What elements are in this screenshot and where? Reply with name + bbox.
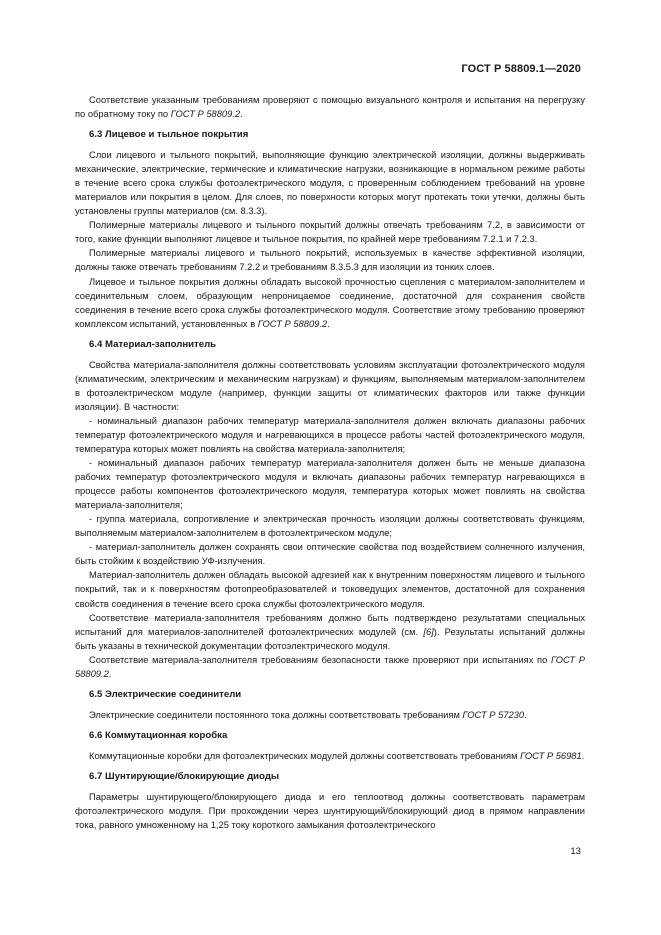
paragraph-text: . — [524, 709, 527, 720]
reference-text: ГОСТ Р 58809.2 — [170, 109, 241, 120]
section-heading: 6.6 Коммутационная коробка — [89, 729, 228, 741]
paragraph — [75, 358, 585, 414]
paragraph-text: . — [581, 750, 585, 761]
paragraph — [75, 540, 585, 568]
paragraph-text: Коммутационные коробки для фотоэлектрических модулей должны соответствовать требованиям — [89, 750, 521, 761]
paragraph-text: . — [240, 109, 243, 120]
paragraph-text: Слои лицевого и тыльного покрытий, выполняющие функцию электрической изоляции, должны выдерживать механические, электрические, термические и климатические нагрузки, возникающие в нормальном режиме работы в течение всего срока службы фотоэлектрического модуля, с проверенным соблюдением требований на уровне материалов или покрытия в целом. Для слоев, по поверхности которых могут протекать токи утечки, должны быть установлены группы материалов (см. 8.3.3). — [75, 150, 585, 217]
reference-text: ГОСТ Р 58809.2 — [257, 318, 328, 329]
reference-text: ГОСТ Р 58809.2 — [75, 654, 585, 679]
section-heading: 6.4 Материал-заполнитель — [89, 338, 217, 350]
paragraph-text: Полимерные материалы лицевого и тыльного покрытий должны отвечать требованиям 7.2, в зависимости от того, какие функции выполняют лицевое и тыльное покрытия, по крайней мере требованиям 7.2.1 и 7.2.3. — [75, 220, 585, 245]
paragraph-text: Соответствие материала-заполнителя требованиям должно быть подтверждено результатами специальных испытаний для материалов-заполнителей фотоэлектрических модулей (см. — [75, 612, 585, 637]
paragraph — [75, 218, 585, 246]
document-body — [75, 93, 585, 832]
paragraph-text: Электрические соединители постоянного тока должны соответствовать требованиям — [89, 709, 463, 720]
paragraph-text: Параметры шунтирующего/блокирующего диода и его теплоотвод должны соответствовать параметрам фотоэлектрического модуля. При прохождении через шунтирующий/блокирующий диод в прямом направлении тока, равного умноженному на 1,25 току короткого замыкания фотоэлектрического — [75, 791, 585, 830]
paragraph-text: . — [108, 668, 112, 679]
paragraph — [75, 708, 585, 722]
paragraph — [75, 749, 585, 763]
reference-text: ГОСТ Р 56981 — [520, 750, 582, 761]
paragraph — [75, 653, 585, 681]
reference-text: [6] — [423, 626, 434, 637]
paragraph-text: Соответствие указанным требованиям проверяют с помощью визуального контроля и испытания на перегрузку по обратному току по — [75, 95, 585, 120]
section-heading: 6.3 Лицевое и тыльное покрытия — [89, 129, 249, 141]
paragraph — [75, 611, 585, 653]
paragraph — [75, 275, 585, 331]
paragraph — [75, 414, 585, 456]
section-heading: 6.7 Шунтирующие/блокирующие диоды — [89, 770, 280, 782]
paragraph — [75, 148, 585, 218]
paragraph-text: Свойства материала-заполнителя должны соответствовать условиям эксплуатации фотоэлектрического модуля (климатическим, электрическим и механическим нагрузкам) и функциям, выполняемым материалом-заполнителем в фотоэлектрическом модуле (например, функции защиты от климатических факторов или также функции изоляции). В частности: — [75, 359, 585, 412]
paragraph-text: - номинальный диапазон рабочих температур материала-заполнителя должен быть не меньше диапазона рабочих температур фотоэлектрического модуля и включать диапазоны рабочих температур нагревающихся в процессе работы компонентов фотоэлектрического модуля, температура которых может повлиять на свойства материала-заполнителя; — [75, 458, 585, 511]
reference-text: ГОСТ Р 57230 — [462, 709, 525, 720]
document-code-header: ГОСТ Р 58809.1—2020 — [461, 63, 581, 75]
page-number: 13 — [570, 846, 581, 857]
paragraph-text: Соответствие материала-заполнителя требованиям безопасности также проверяют при испытаниях по — [89, 654, 551, 665]
paragraph-text: Лицевое и тыльное покрытия должны обладать высокой прочностью сцепления с материалом-заполнителем и соединительным слоем, образующим непроницаемое соединение, достаточной для сохранения свойств соединения в течение всего срока службы фотоэлектрического модуля. Соответствие этому требованию проверяют комплексом испытаний, установленных в — [75, 276, 585, 329]
paragraph — [75, 456, 585, 512]
paragraph — [75, 93, 585, 121]
paragraph-text: ). Результаты испытаний должны быть указаны в технической документации фотоэлектрического модуля. — [75, 626, 585, 651]
paragraph — [75, 568, 585, 610]
paragraph-text: Материал-заполнитель должен обладать высокой адгезией как к внутренним поверхностям лицевого и тыльного покрытий, так и к поверхностям фотопреобразователей и токоведущих элементов, достаточной для сохранения свойств соединения в течение всего срока службы фотоэлектрического модуля. — [75, 570, 585, 609]
paragraph-text: . — [327, 318, 330, 329]
paragraph — [75, 246, 585, 274]
paragraph-text: - группа материала, сопротивление и электрическая прочность изоляции должны соответствовать функциям, выполняемым материалом-заполнителем в фотоэлектрическом модуле; — [75, 514, 585, 539]
paragraph-text: - материал-заполнитель должен сохранять свои оптические свойства под воздействием солнечного излучения, быть стойким к воздействию УФ-излучения. — [75, 542, 585, 567]
paragraph-text: - номинальный диапазон рабочих температур материала-заполнителя должен включать диапазоны рабочих температур фотоэлектрического модуля и нагревающихся в процессе работы частей фотоэлектрического модуля, температура которых может повлиять на свойства материала-заполнителя; — [75, 415, 585, 454]
paragraph — [75, 790, 585, 832]
paragraph-text: Полимерные материалы лицевого и тыльного покрытий, используемых в качестве эффективной изоляции, должны также отвечать требованиям 7.2.2 и требованиям 8.3.5.3 для изоляции из тонких слоев. — [75, 248, 585, 273]
paragraph — [75, 512, 585, 540]
section-heading: 6.5 Электрические соединители — [89, 688, 242, 700]
